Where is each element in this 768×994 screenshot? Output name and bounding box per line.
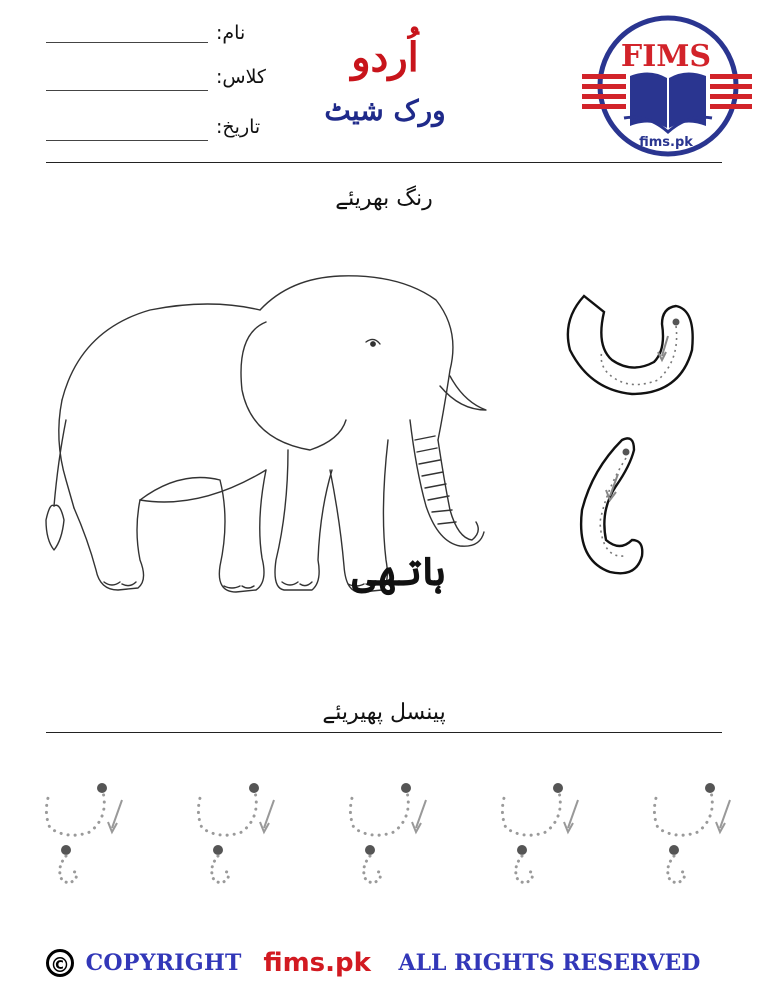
letter-he-outline-icon	[562, 290, 702, 580]
worksheet-title: اُردو	[351, 34, 419, 81]
large-letter-shapes	[562, 290, 702, 580]
site-link[interactable]: fims.pk	[263, 948, 371, 978]
trace-section-heading: پینسل پھیریئے	[322, 700, 446, 725]
fims-logo	[578, 14, 754, 158]
elephant-word: ہاتھی	[352, 548, 446, 595]
copyright-text: COPYRIGHT	[85, 950, 242, 976]
rights-text: ALL RIGHTS RESERVED	[398, 950, 701, 976]
copyright-icon: ©	[46, 949, 74, 977]
worksheet-subtitle: ورک شیٹ	[324, 94, 446, 127]
name-field-label: نام:	[216, 22, 246, 44]
name-field-line	[46, 42, 208, 43]
header-divider	[46, 162, 722, 163]
copyright-footer	[46, 948, 700, 982]
date-field-label: تاریخ:	[216, 116, 261, 138]
svg-text:FIMS: FIMS	[620, 39, 712, 74]
class-field-label: کلاس:	[216, 66, 266, 88]
trace-row	[40, 776, 740, 896]
svg-text:fims.pk: fims.pk	[639, 135, 693, 150]
class-field-line	[46, 90, 208, 91]
color-section-heading: رنگ بھریئے	[335, 186, 433, 211]
fims-logo-icon	[578, 14, 754, 158]
date-field-line	[46, 140, 208, 141]
trace-letters-icon	[40, 776, 740, 896]
trace-divider	[46, 732, 722, 733]
